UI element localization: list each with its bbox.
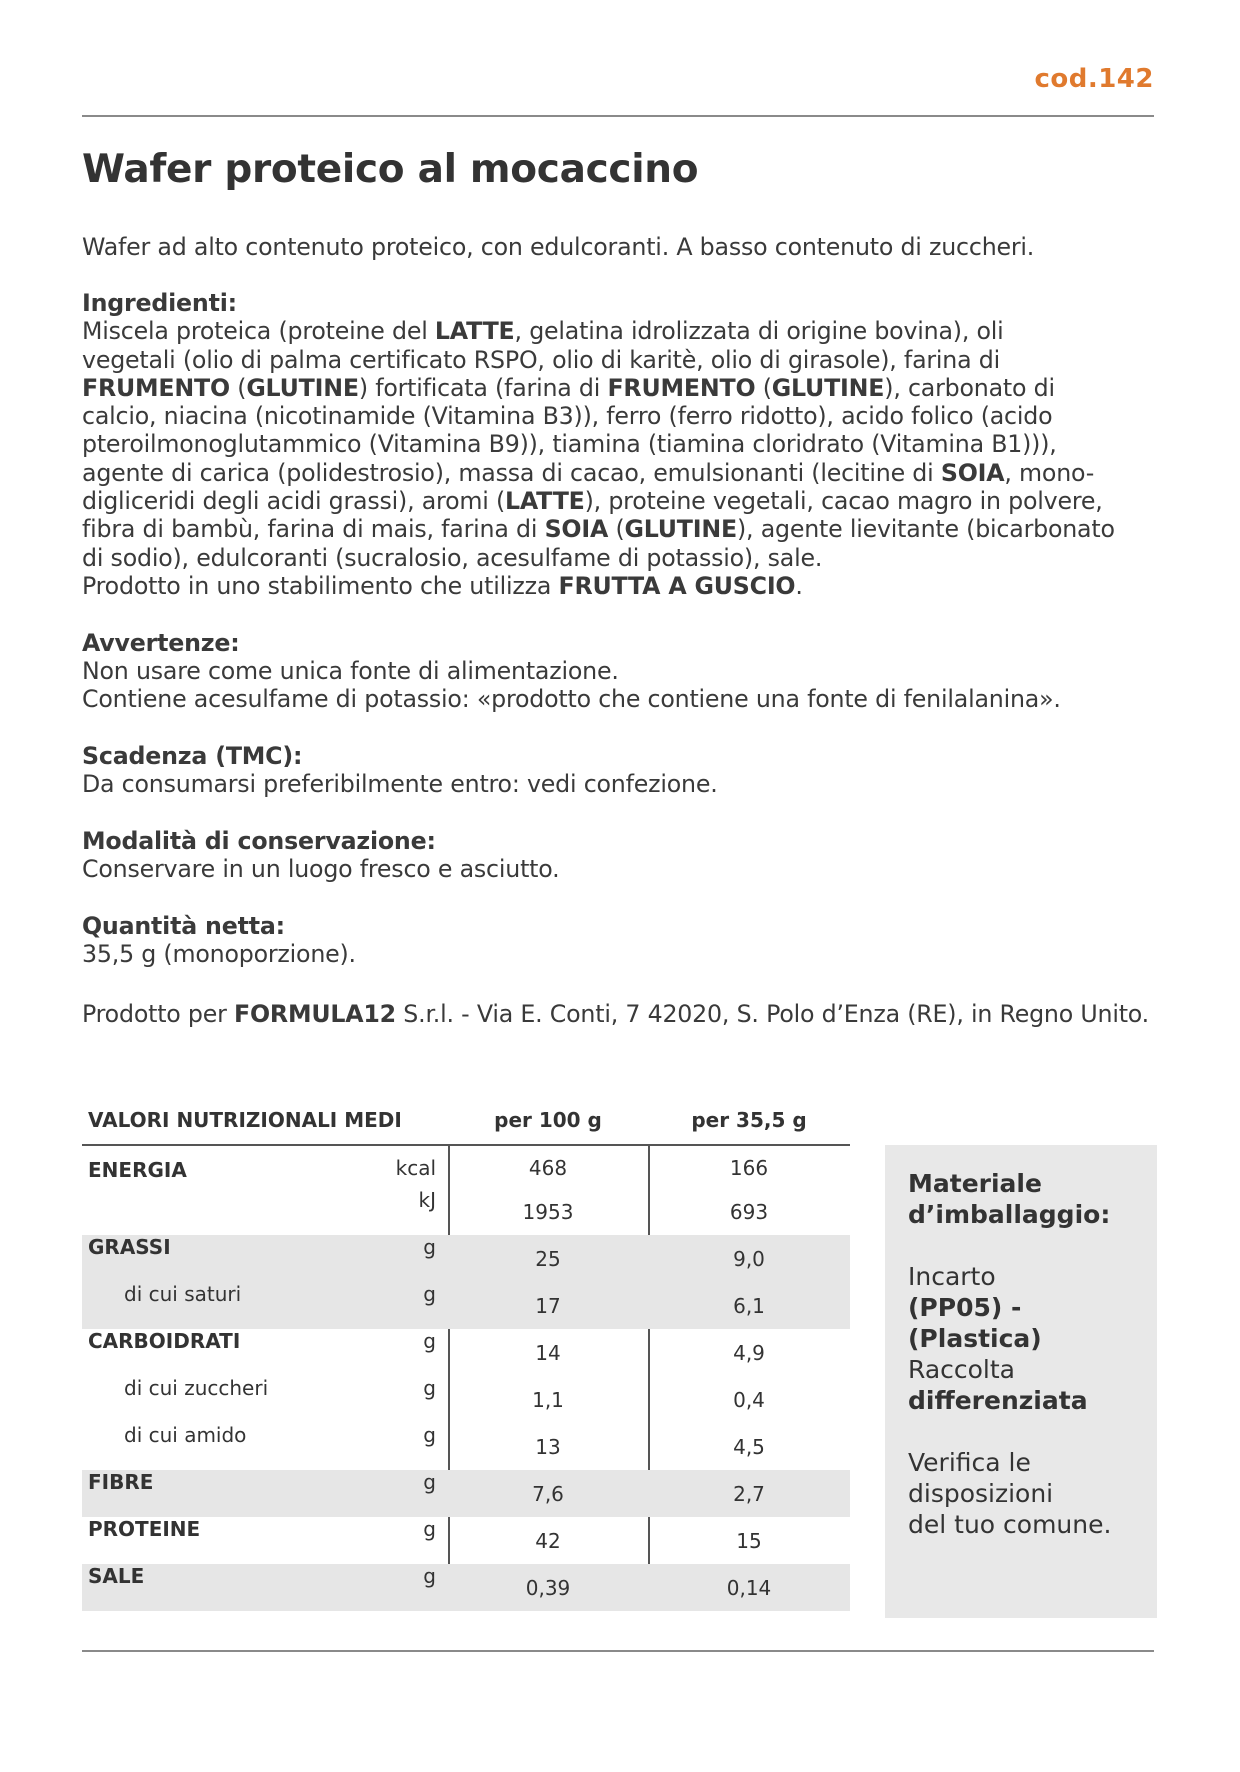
value-per-serving: 693 [729,1200,769,1224]
ingredients-line [82,515,1157,543]
value-per-serving: 15 [736,1529,762,1553]
allergen-highlight: GLUTINE [246,373,359,402]
net-quantity-text: 35,5 g (monoporzione). [82,939,356,968]
ingredient-text: ), carbonato di [884,373,1055,402]
nutrition-row [82,1470,850,1517]
nutrition-header-per100: per 100 g [494,1108,602,1132]
nutrient-unit: g [423,1329,436,1353]
nutrition-row [82,1376,850,1423]
allergen-highlight: FRUMENTO [82,373,230,402]
value-per-100g: 1,1 [532,1388,564,1412]
ingredient-text: calcio, niacina (nicotinamide (Vitamina B3)), ferro (ferro ridotto), acido folico (acido [82,402,1053,431]
value-per-serving: 9,0 [733,1247,765,1271]
ingredients-line [82,572,1157,600]
nutrient-unit: g [423,1470,436,1494]
nutrient-unit: g [423,1517,436,1541]
storage-heading: Modalità di conservazione: [82,826,436,855]
ingredients-line [82,374,1157,402]
storage-text: Conservare in un luogo fresco e asciutto. [82,854,560,883]
ingredient-text: Miscela proteica (proteine del [82,317,435,346]
packaging-heading: Materiale [908,1169,1042,1198]
value-per-serving: 166 [729,1156,769,1180]
warning-line: Non usare come unica fonte di alimentazione. [82,656,619,685]
nutrition-row [82,1146,850,1193]
product-title: Wafer proteico al mocaccino [82,147,699,192]
allergen-highlight: LATTE [505,487,585,516]
nutrition-row [82,1564,850,1611]
value-per-serving: 6,1 [733,1294,765,1318]
warnings-heading: Avvertenze: [82,628,240,657]
description-text: Wafer ad alto contenuto proteico, con edulcoranti. A basso contenuto di zuccheri. [82,233,1035,261]
nutrient-unit: g [423,1282,436,1306]
nutrient-unit: g [423,1376,436,1400]
net-quantity-heading: Quantità netta: [82,911,285,940]
nutrition-header-label: VALORI NUTRIZIONALI MEDI [88,1108,402,1132]
nutrient-label: di cui saturi [124,1282,242,1306]
ingredient-text: ( [608,515,625,544]
ingredient-text: vegetali (olio di palma certificato RSPO, olio di karitè, olio di girasole), farina di [82,345,1000,374]
ingredient-text: , mono- [1004,458,1095,487]
packaging-note: del tuo comune. [908,1510,1112,1539]
value-per-serving: 4,5 [733,1435,765,1459]
producer-address: S.r.l. - Via E. Conti, 7 42020, S. Polo d’Enza (RE), in Regno Unito. [395,1000,1149,1029]
ingredients-line [82,317,1157,345]
ingredient-text: ( [229,373,247,402]
ingredient-text: . [795,571,803,600]
packaging-note: disposizioni [908,1479,1054,1508]
nutrient-label: di cui zuccheri [124,1376,269,1400]
value-per-serving: 0,14 [726,1576,772,1600]
bottom-divider [82,1650,1154,1652]
packaging-material: (PP05) - (Plastica) [908,1293,1042,1353]
value-per-100g: 25 [535,1247,561,1271]
nutrition-header-perserving: per 35,5 g [691,1108,807,1132]
packaging-collection-type: differenziata [908,1386,1088,1415]
nutrient-label: di cui amido [124,1423,247,1447]
allergen-highlight: FRUMENTO [607,373,756,402]
ingredients-line [82,459,1157,487]
ingredients-line [82,346,1157,374]
packaging-type: Incarto [908,1262,996,1291]
nutrition-table-body [82,1146,850,1611]
allergen-highlight: LATTE [434,317,515,346]
value-per-serving: 2,7 [733,1482,765,1506]
ingredients-text [82,317,1157,600]
packaging-collection: Raccolta [908,1355,1015,1384]
top-divider [82,115,1154,117]
nutrient-unit: g [423,1423,436,1447]
packaging-box [885,1145,1157,1618]
nutrition-row [82,1517,850,1564]
packaging-note: Verifica le [908,1448,1031,1477]
expiry-text: Da consumarsi preferibilmente entro: vedi confezione. [82,770,718,799]
value-per-100g: 7,6 [532,1482,564,1506]
value-per-serving: 4,9 [733,1341,765,1365]
allergen-highlight: GLUTINE [624,515,737,544]
ingredient-text: Prodotto in uno stabilimento che utilizza [82,571,559,600]
ingredients-line [82,487,1157,515]
nutrition-row [82,1282,850,1329]
ingredients-heading: Ingredienti: [82,289,237,317]
nutrient-unit: g [423,1235,436,1259]
ingredient-text: ), agente lievitante (bicarbonato [737,515,1115,544]
ingredients-line [82,430,1157,458]
nutrient-unit: kJ [418,1188,436,1212]
ingredient-text: digliceridi degli acidi grassi), aromi ( [82,487,505,516]
product-description [82,233,1157,261]
product-code: cod.142 [1034,64,1154,94]
ingredient-text: , gelatina idrolizzata di origine bovina), oli [514,317,1004,346]
ingredient-text: ), proteine vegetali, cacao magro in polvere, [584,487,1103,516]
producer-prefix: Prodotto per [82,1000,234,1029]
value-per-serving: 0,4 [733,1388,765,1412]
value-per-100g: 13 [535,1435,561,1459]
nutrition-table-header [82,1100,850,1146]
producer-line [82,1000,1157,1028]
nutrition-row [82,1188,850,1235]
nutrient-label: FIBRE [88,1470,154,1494]
value-per-100g: 42 [535,1529,561,1553]
value-per-100g: 468 [528,1156,568,1180]
allergen-highlight: SOIA [940,458,1005,487]
nutrient-unit: kcal [395,1156,436,1180]
allergen-highlight: SOIA [544,515,609,544]
expiry-heading: Scadenza (TMC): [82,741,303,770]
nutrient-label: SALE [88,1564,145,1588]
value-per-100g: 17 [535,1294,561,1318]
nutrition-row [82,1235,850,1282]
nutrition-row [82,1329,850,1376]
allergen-highlight: FRUTTA A GUSCIO [558,571,796,600]
ingredient-text: di sodio), edulcoranti (sucralosio, acesulfame di potassio), sale. [82,543,823,572]
value-per-100g: 0,39 [525,1576,571,1600]
packaging-heading-2: d’imballaggio: [908,1200,1111,1229]
nutrient-unit: g [423,1564,436,1588]
ingredient-text: ) fortificata (farina di [358,373,608,402]
nutrition-row [82,1423,850,1470]
nutrient-label: ENERGIA [88,1158,187,1182]
ingredient-text: fibra di bambù, farina di mais, farina di [82,515,545,544]
ingredient-text: pteroilmonoglutammico (Vitamina B9)), tiamina (tiamina cloridrato (Vitamina B1))), [82,430,1057,459]
ingredient-text: agente di carica (polidestrosio), massa di cacao, emulsionanti (lecitine di [82,458,941,487]
ingredient-text: ( [755,373,772,402]
nutrient-label: CARBOIDRATI [88,1329,241,1353]
producer-brand: FORMULA12 [233,1000,396,1029]
nutrient-label: PROTEINE [88,1517,201,1541]
value-per-100g: 14 [535,1341,561,1365]
nutrition-table [82,1100,850,1611]
value-per-100g: 1953 [522,1200,574,1224]
nutrient-label: GRASSI [88,1235,171,1259]
ingredients-section [82,289,1157,1029]
ingredients-line [82,402,1157,430]
allergen-highlight: GLUTINE [771,373,885,402]
ingredients-line [82,544,1157,572]
warning-line: Contiene acesulfame di potassio: «prodotto che contiene una fonte di fenilalanina». [82,685,1061,714]
